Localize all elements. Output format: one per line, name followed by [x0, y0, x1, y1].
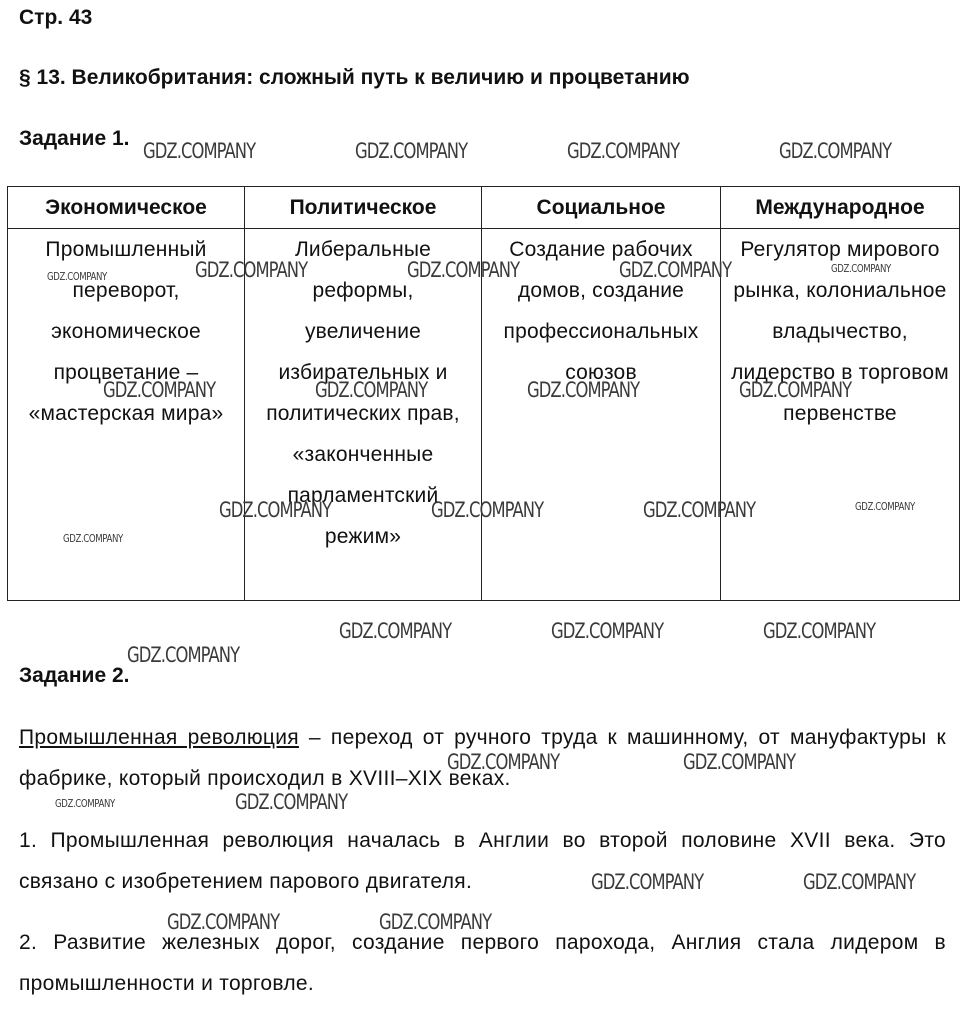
header-social: Социальное: [482, 187, 721, 229]
watermark: GDZ.COMPANY: [551, 619, 664, 643]
table-row: [8, 229, 960, 601]
section-title: § 13. Великобритания: сложный путь к величию и процветанию: [19, 66, 690, 89]
cell-international: Регулятор мирового рынка, колониальное владычество, лидерство в торговом первенстве: [721, 229, 960, 601]
header-economic: Экономическое: [8, 187, 245, 229]
page-number: Стр. 43: [19, 6, 93, 29]
watermark: GDZ.COMPANY: [103, 378, 216, 402]
definition-text: – переход от ручного труда к машинному, от мануфактуры к фабрике, который происходил в XVIII–XIX веках.: [19, 726, 946, 790]
task1-heading: Задание 1.: [19, 127, 130, 150]
definition-term: Промышленная революция: [19, 726, 299, 749]
answer-point-2: 2. Развитие железных дорог, создание первого парохода, Англия стала лидером в промышленности и торговле.: [19, 931, 946, 995]
watermark: GDZ.COMPANY: [683, 750, 796, 774]
watermark: GDZ.COMPANY: [219, 498, 332, 522]
cell-political: Либеральные реформы, увеличение избирательных и политических прав, «законченные парламентский режим»: [245, 229, 482, 601]
watermark: GDZ.COMPANY: [339, 619, 452, 643]
header-international: Международное: [721, 187, 960, 229]
watermark: GDZ.COMPANY: [235, 790, 348, 814]
watermark: GDZ.COMPANY: [803, 870, 916, 894]
task2-heading: Задание 2.: [19, 664, 130, 687]
cell-social: Создание рабочих домов, создание профессиональных союзов: [482, 229, 721, 601]
header-political: Политическое: [245, 187, 482, 229]
watermark: GDZ.COMPANY: [591, 870, 704, 894]
watermark: GDZ.COMPANY: [643, 498, 756, 522]
watermark: GDZ.COMPANY: [855, 500, 915, 513]
cell-economic: Промышленный переворот, экономическое процветание – «мастерская мира»: [8, 229, 245, 601]
watermark: GDZ.COMPANY: [763, 619, 876, 643]
watermark: GDZ.COMPANY: [143, 139, 256, 163]
watermark: GDZ.COMPANY: [779, 139, 892, 163]
watermark: GDZ.COMPANY: [831, 262, 891, 275]
watermark: GDZ.COMPANY: [315, 378, 428, 402]
watermark: GDZ.COMPANY: [407, 258, 520, 282]
watermark: GDZ.COMPANY: [739, 378, 852, 402]
watermark: GDZ.COMPANY: [619, 258, 732, 282]
watermark: GDZ.COMPANY: [355, 139, 468, 163]
watermark: GDZ.COMPANY: [379, 910, 492, 934]
watermark: GDZ.COMPANY: [567, 139, 680, 163]
watermark: GDZ.COMPANY: [195, 258, 308, 282]
watermark: GDZ.COMPANY: [431, 498, 544, 522]
watermark: GDZ.COMPANY: [55, 797, 115, 810]
watermark: GDZ.COMPANY: [47, 270, 107, 283]
answer-point-1: 1. Промышленная революция началась в Англии во второй половине XVII века. Это связано с изобретением парового двигателя.: [19, 829, 946, 893]
watermark: GDZ.COMPANY: [63, 532, 123, 545]
watermark: GDZ.COMPANY: [127, 643, 240, 667]
watermark: GDZ.COMPANY: [167, 910, 280, 934]
watermark: GDZ.COMPANY: [447, 750, 560, 774]
watermark: GDZ.COMPANY: [527, 378, 640, 402]
table-header-row: [8, 187, 960, 229]
